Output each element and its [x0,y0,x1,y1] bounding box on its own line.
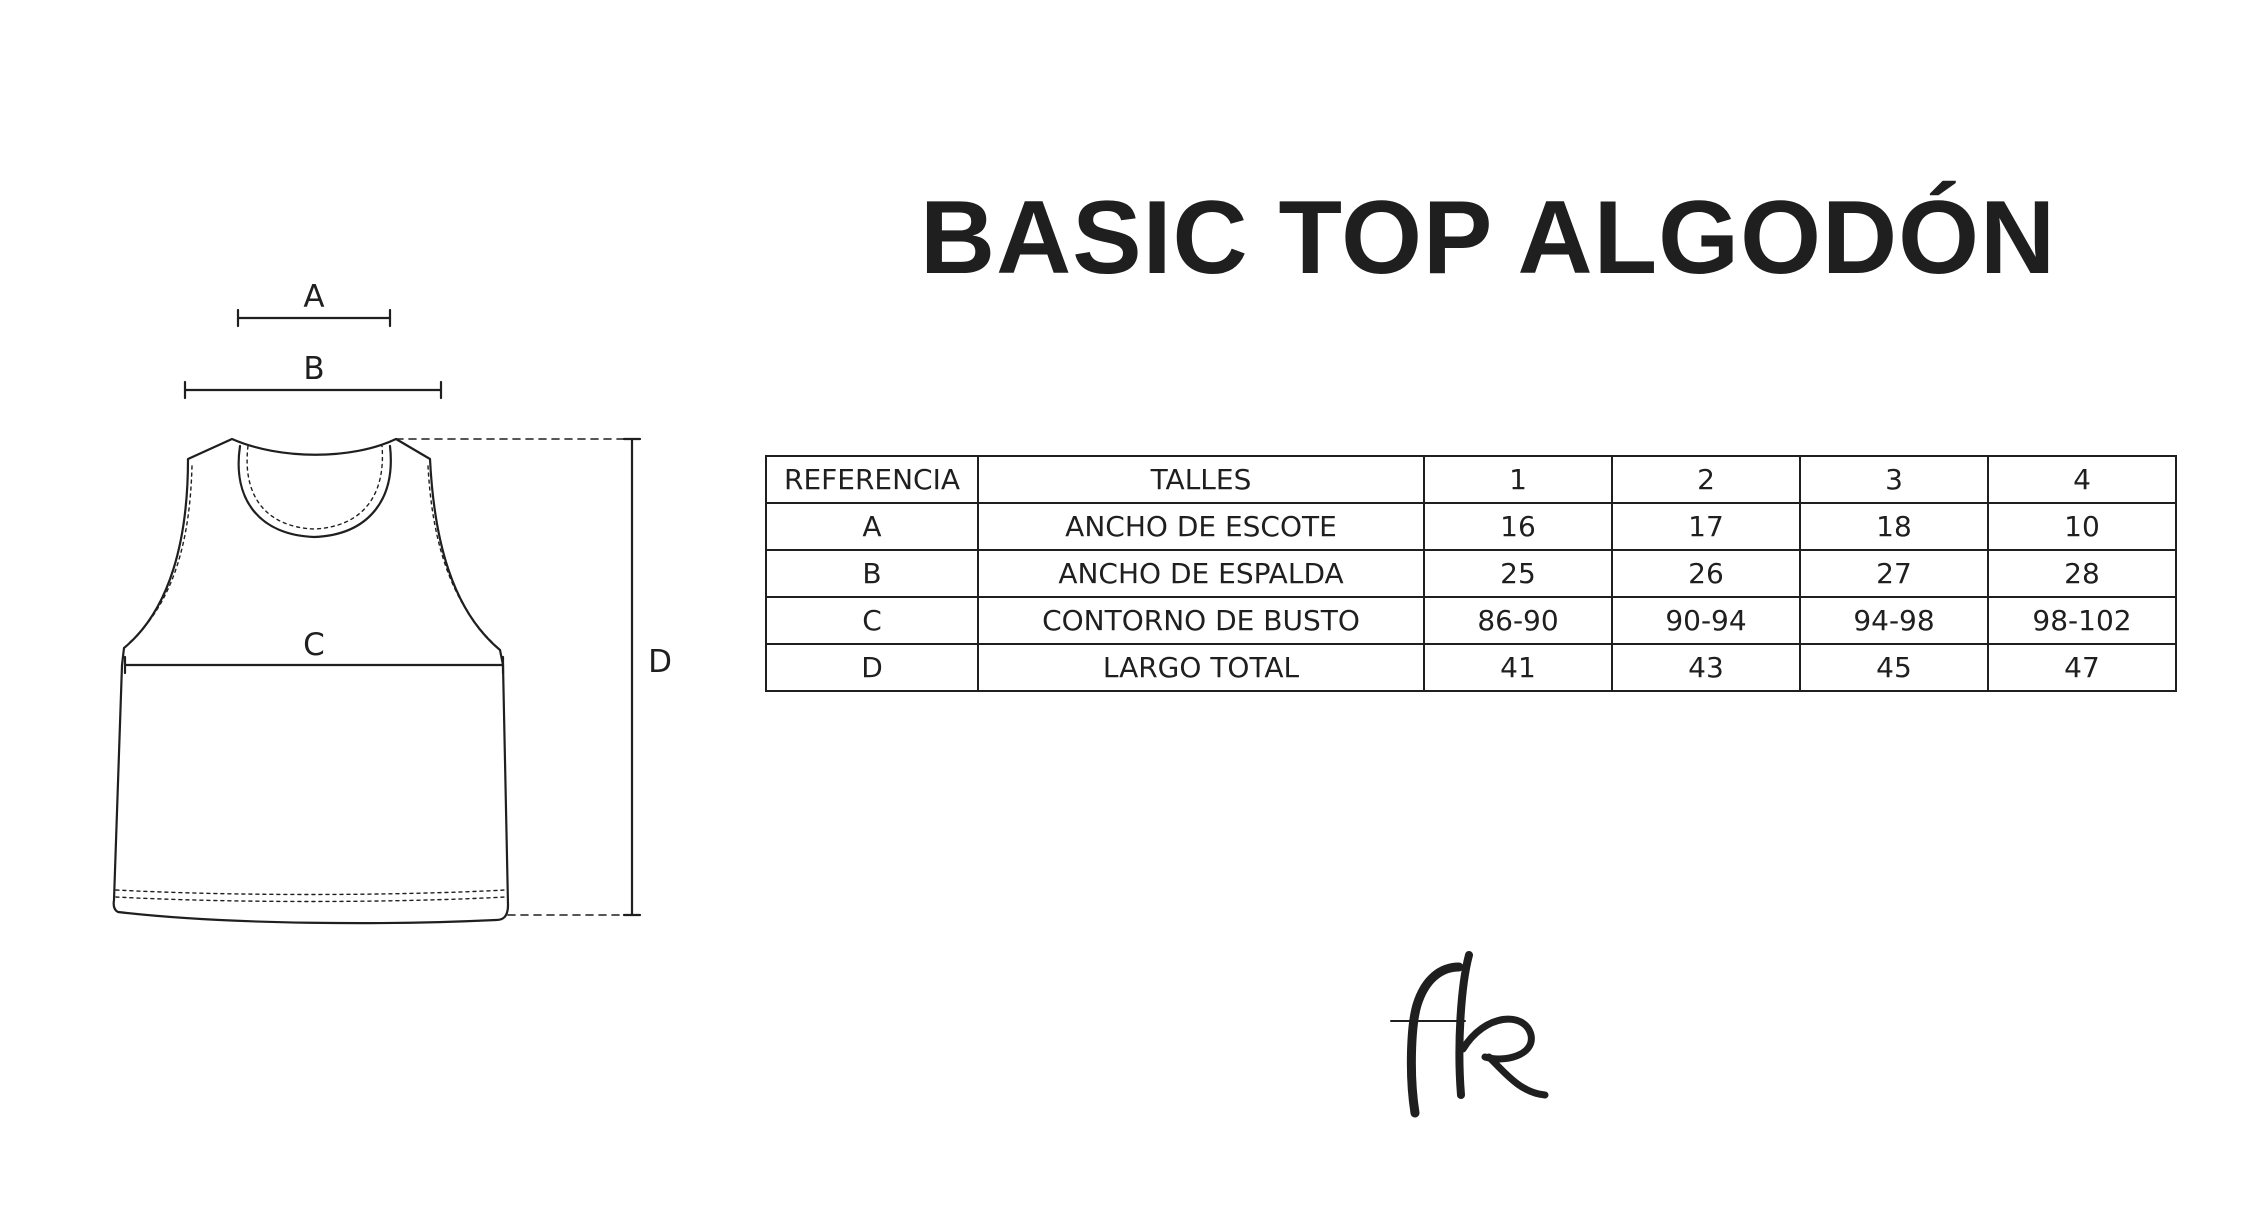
row-value: 17 [1612,503,1800,550]
row-measure-name: LARGO TOTAL [978,644,1424,691]
table-header-row [766,456,2176,503]
header-size-1: 1 [1424,456,1612,503]
row-measure-name: CONTORNO DE BUSTO [978,597,1424,644]
garment-diagram [0,0,700,960]
table-row [766,503,2176,550]
dimension-label-c: C [303,627,325,663]
header-size-4: 4 [1988,456,2176,503]
tank-top-outline [114,439,508,923]
header-sizes-label: TALLES [978,456,1424,503]
row-value: 86-90 [1424,597,1612,644]
row-value: 43 [1612,644,1800,691]
dimension-label-b: B [303,351,325,387]
row-value: 25 [1424,550,1612,597]
header-reference: REFERENCIA [766,456,978,503]
brand-logo [1385,945,1565,1125]
size-chart-table [765,455,2177,692]
row-value: 28 [1988,550,2176,597]
row-value: 98-102 [1988,597,2176,644]
table-row [766,550,2176,597]
table-row [766,597,2176,644]
row-value: 90-94 [1612,597,1800,644]
row-value: 10 [1988,503,2176,550]
row-measure-name: ANCHO DE ESCOTE [978,503,1424,550]
row-measure-name: ANCHO DE ESPALDA [978,550,1424,597]
row-ref: C [766,597,978,644]
row-ref: A [766,503,978,550]
row-value: 27 [1800,550,1988,597]
page-title: BASIC TOP ALGODÓN [920,180,2057,296]
row-value: 47 [1988,644,2176,691]
row-ref: D [766,644,978,691]
row-value: 18 [1800,503,1988,550]
dimension-label-d: D [648,644,672,680]
row-value: 45 [1800,644,1988,691]
row-value: 16 [1424,503,1612,550]
row-value: 26 [1612,550,1800,597]
header-size-2: 2 [1612,456,1800,503]
dimension-label-a: A [303,279,325,315]
row-value: 94-98 [1800,597,1988,644]
row-ref: B [766,550,978,597]
row-value: 41 [1424,644,1612,691]
header-size-3: 3 [1800,456,1988,503]
table-row [766,644,2176,691]
